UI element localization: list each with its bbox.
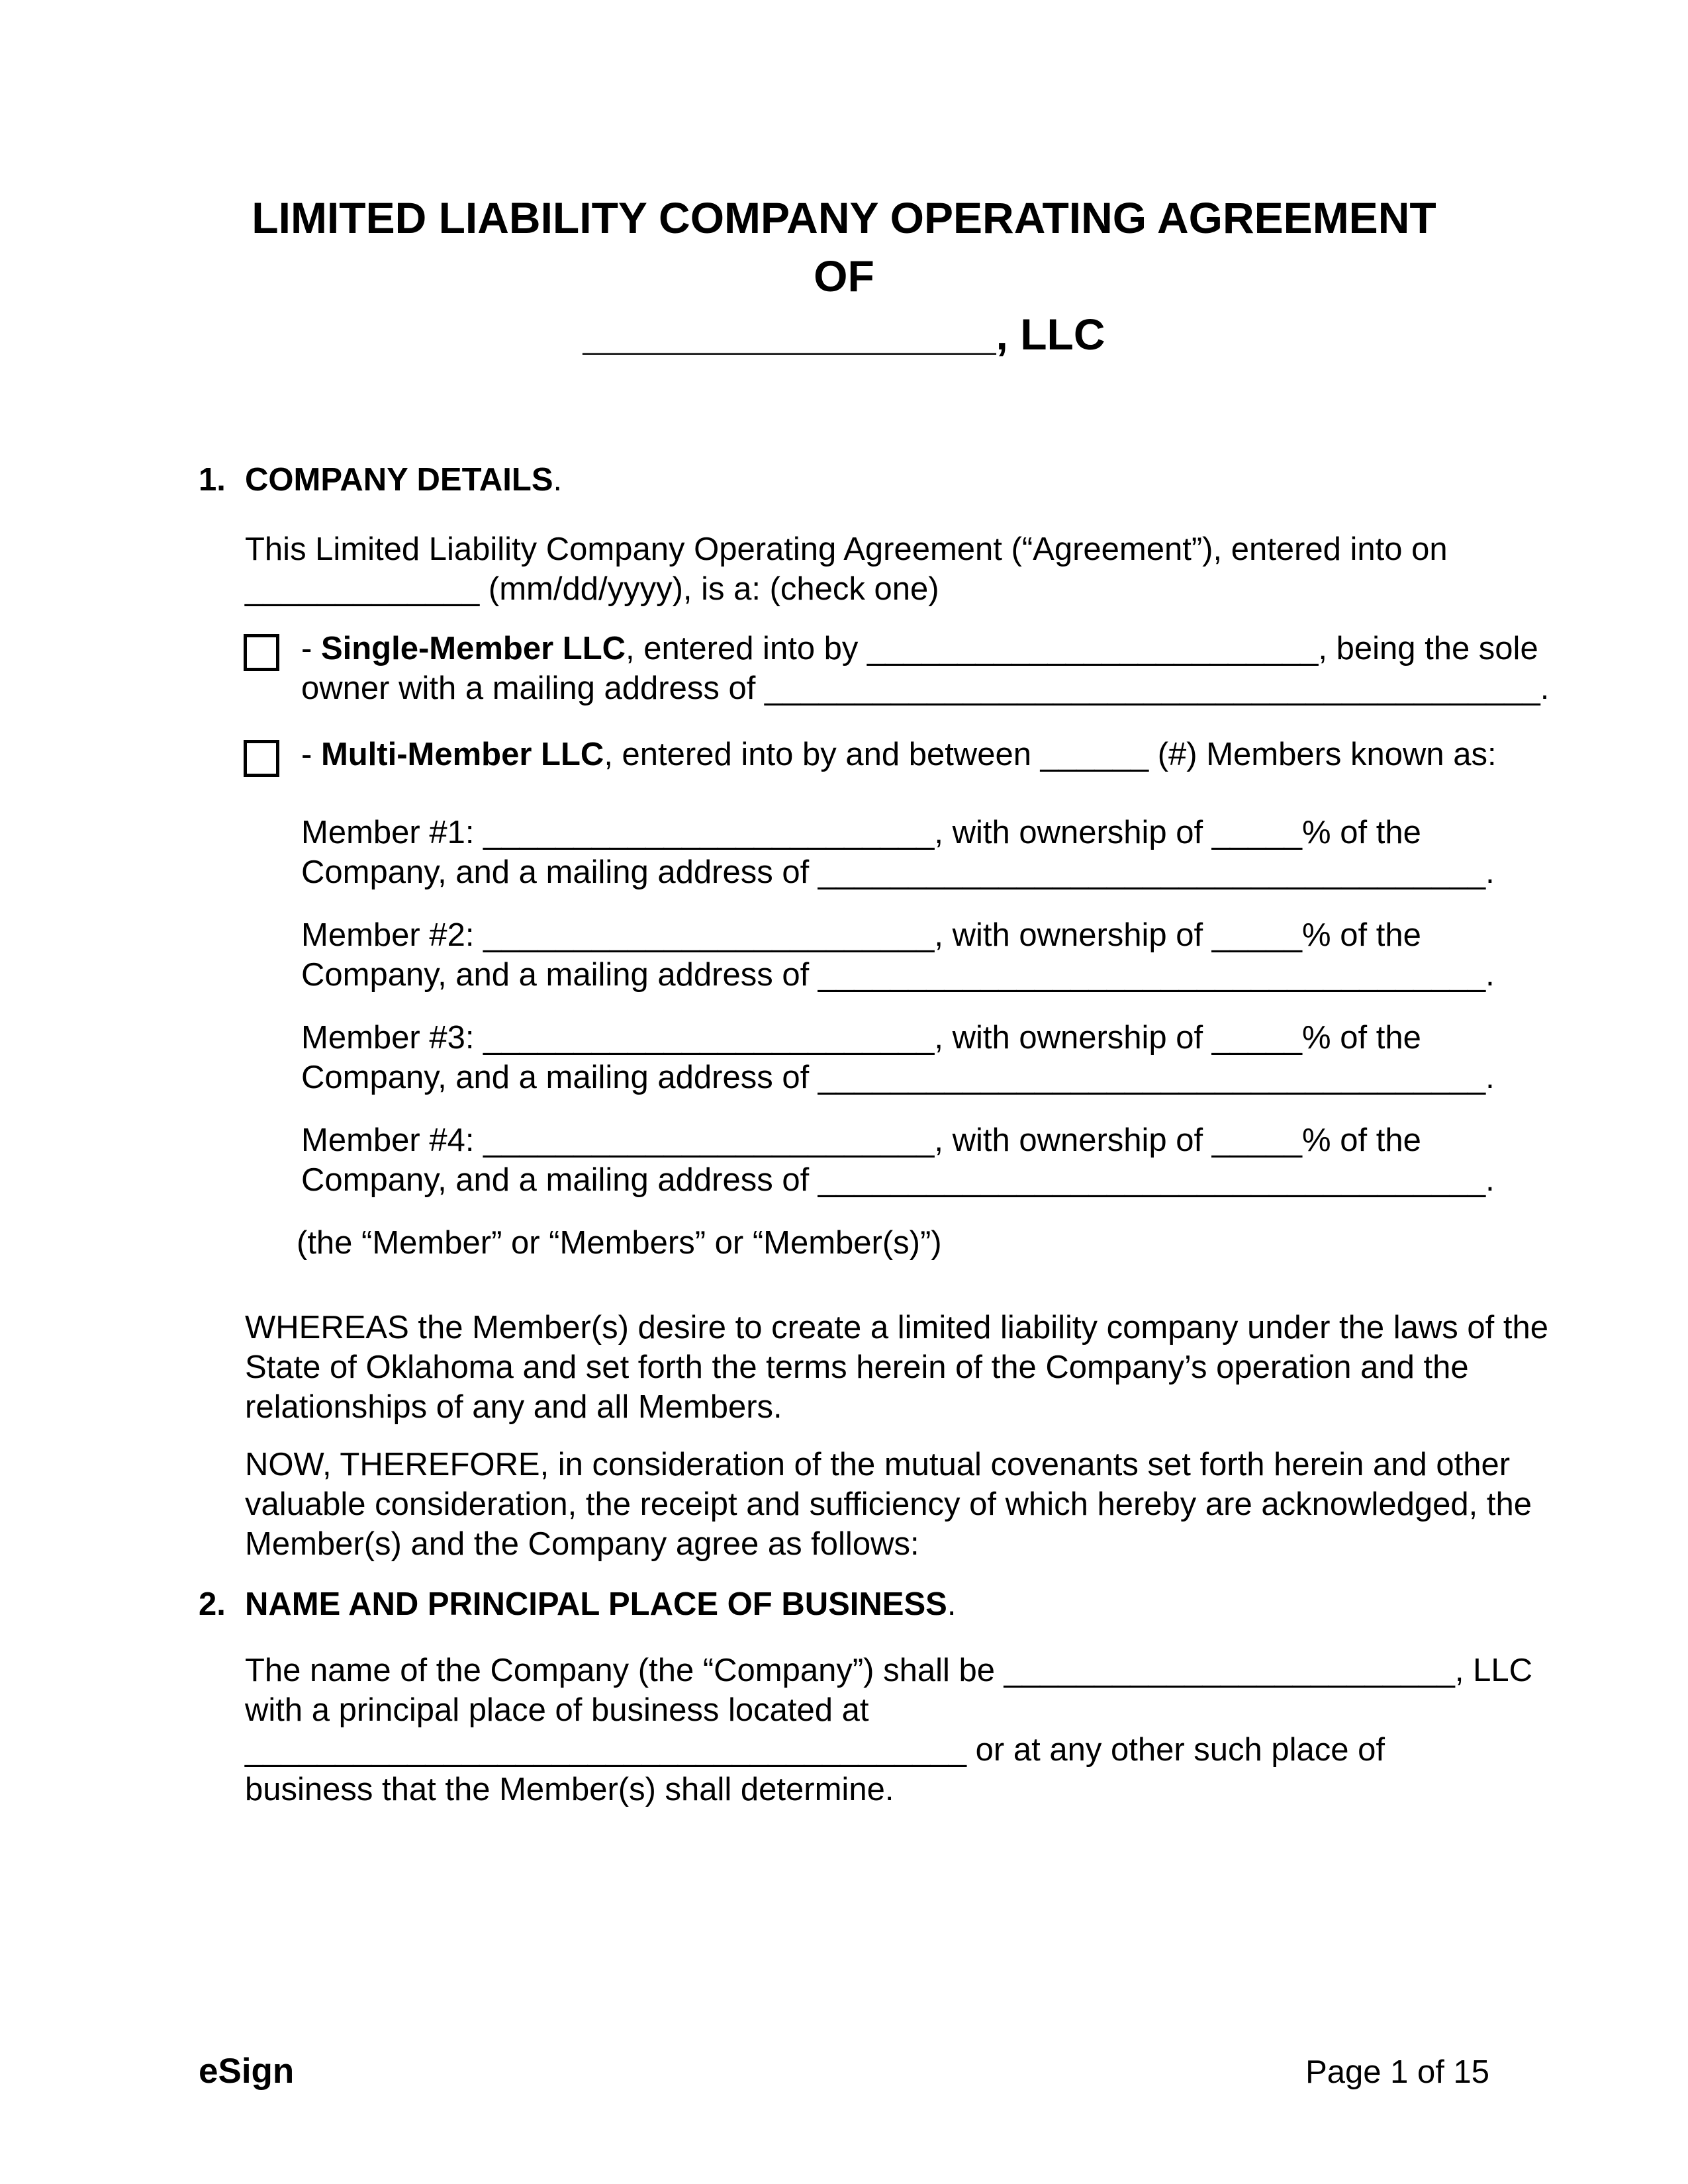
member-2-ownership-field[interactable]: _____ [1211,917,1303,953]
whereas-clause [245,1308,1548,1427]
now-therefore-clause [245,1445,1532,1564]
member-2-address-field[interactable]: _____________________________________ [818,957,1486,993]
section-2-title: NAME AND PRINCIPAL PLACE OF BUSINESS [245,1586,947,1622]
page-footer [199,2052,1489,2092]
text-run: , with ownership of [934,917,1212,953]
member-4-address-field[interactable]: _____________________________________ [818,1162,1486,1198]
text-run: , entered into by and between [604,737,1041,772]
multi-member-line-1 [301,735,1497,774]
member-2-line-2 [301,955,1495,995]
section-2-line-2: with a principal place of business located at [245,1692,869,1728]
whereas-line-3: relationships of any and all Members. [245,1389,782,1425]
text-run: . [1485,1060,1495,1095]
esign-logo: eSign [199,2052,295,2091]
title-line-1: LIMITED LIABILITY COMPANY OPERATING AGREEMENT [252,193,1436,242]
member-3-line-1 [301,1018,1489,1058]
member-1-label: Member #1: [301,815,484,850]
business-address-field[interactable]: ________________________________________ [245,1732,967,1768]
section-2-line-4: business that the Member(s) shall determine. [245,1772,894,1807]
text-run: . [1540,670,1550,706]
member-1-address-field[interactable]: _____________________________________ [818,854,1486,890]
text-run: Company, and a mailing address of [301,854,818,890]
member-1-line-1 [301,813,1489,852]
whereas-line-2: State of Oklahoma and set forth the terms herein of the Company’s operation and the [245,1349,1469,1385]
multi-member-label: Multi-Member LLC [320,737,604,772]
text-run: , entered into by [626,631,868,666]
text-run: . [1485,1162,1495,1198]
text-run: , with ownership of [934,1122,1212,1158]
member-4-name-field[interactable]: _________________________ [483,1122,935,1158]
section-2-line-3 [245,1730,1489,1770]
text-run: - [301,737,321,772]
page-number: Page 1 of 15 [1305,2054,1489,2090]
member-2-label: Member #2: [301,917,484,953]
single-member-address-field[interactable]: ___________________________________________ [764,670,1540,706]
member-3-label: Member #3: [301,1020,484,1056]
single-member-label: Single-Member LLC [320,631,626,666]
members-definition-note: (the “Member” or “Members” or “Member(s)”) [297,1225,942,1261]
title-llc-suffix: , LLC [996,310,1105,359]
document-title [199,189,1489,363]
single-member-name-field[interactable]: _________________________ [867,631,1319,666]
section-1-title: COMPANY DETAILS [245,462,553,498]
text-run: The name of the Company (the “Company”) shall be [245,1653,1004,1688]
agreement-date-field[interactable]: _____________ [245,571,480,607]
text-run: Company, and a mailing address of [301,1162,818,1198]
section-2-line-1 [245,1651,1533,1690]
text-run: or at any other such place of [966,1732,1385,1768]
member-3-details [301,1018,1495,1097]
member-2-name-field[interactable]: _________________________ [483,917,935,953]
text-run: , with ownership of [934,1020,1212,1056]
text-run: , with ownership of [934,815,1212,850]
section-1-intro-paragraph [245,529,1489,609]
text-run: (mm/dd/yyyy), is a: (check one) [479,571,939,607]
section-1-heading [199,460,1489,500]
text-run: - [301,631,321,666]
single-member-line-1 [301,629,1538,668]
member-2-details [301,915,1495,995]
text-run: , being the sole [1318,631,1538,666]
member-3-address-field[interactable]: _____________________________________ [818,1060,1486,1095]
member-1-ownership-field[interactable]: _____ [1211,815,1303,850]
section-2-title-period: . [947,1586,957,1622]
single-member-line-2 [301,668,1550,708]
member-3-ownership-field[interactable]: _____ [1211,1020,1303,1056]
member-1-name-field[interactable]: _________________________ [483,815,935,850]
text-run: Company, and a mailing address of [301,957,818,993]
section-1-title-period: . [553,462,563,498]
title-line-3 [199,305,1489,363]
text-run: owner with a mailing address of [301,670,765,706]
text-run: % of the [1302,917,1421,953]
text-run: (#) Members known as: [1149,737,1497,772]
text-run: % of the [1302,815,1421,850]
text-run: % of the [1302,1020,1421,1056]
multi-member-checkbox[interactable] [244,740,279,777]
now-therefore-line-1: NOW, THEREFORE, in consideration of the mutual covenants set forth herein and other [245,1447,1511,1482]
member-count-field[interactable]: ______ [1040,737,1149,772]
text-run: Company, and a mailing address of [301,1060,818,1095]
section-2-heading [199,1584,1489,1624]
member-3-name-field[interactable]: _________________________ [483,1020,935,1056]
section-1-number: 1. [199,462,226,498]
company-name-field[interactable]: _________________________ [1004,1653,1455,1688]
member-4-label: Member #4: [301,1122,484,1158]
member-4-line-1 [301,1120,1489,1160]
single-member-checkbox[interactable] [244,634,279,671]
member-1-line-2 [301,852,1495,892]
member-1-details [301,813,1495,892]
member-4-line-2 [301,1160,1495,1200]
member-3-line-2 [301,1058,1495,1097]
member-2-line-1 [301,915,1489,955]
now-therefore-line-3: Member(s) and the Company agree as follows: [245,1526,919,1562]
member-4-details [301,1120,1495,1200]
text-run: . [1485,854,1495,890]
whereas-line-1: WHEREAS the Member(s) desire to create a limited liability company under the laws of the [245,1310,1548,1345]
intro-line-1: This Limited Liability Company Operating Agreement (“Agreement”), entered into on [245,531,1448,567]
text-run: % of the [1302,1122,1421,1158]
member-4-ownership-field[interactable]: _____ [1211,1122,1303,1158]
text-run: , LLC [1454,1653,1533,1688]
text-run: . [1485,957,1495,993]
section-2-body-paragraph [245,1651,1533,1809]
title-line-2: OF [814,251,874,300]
now-therefore-line-2: valuable consideration, the receipt and sufficiency of which hereby are acknowledged, the [245,1486,1532,1522]
single-member-option [301,629,1550,708]
multi-member-option [301,735,1497,774]
title-company-name-field[interactable]: _________________ [583,310,996,359]
intro-line-2 [245,569,1489,609]
section-2-number: 2. [199,1586,226,1622]
